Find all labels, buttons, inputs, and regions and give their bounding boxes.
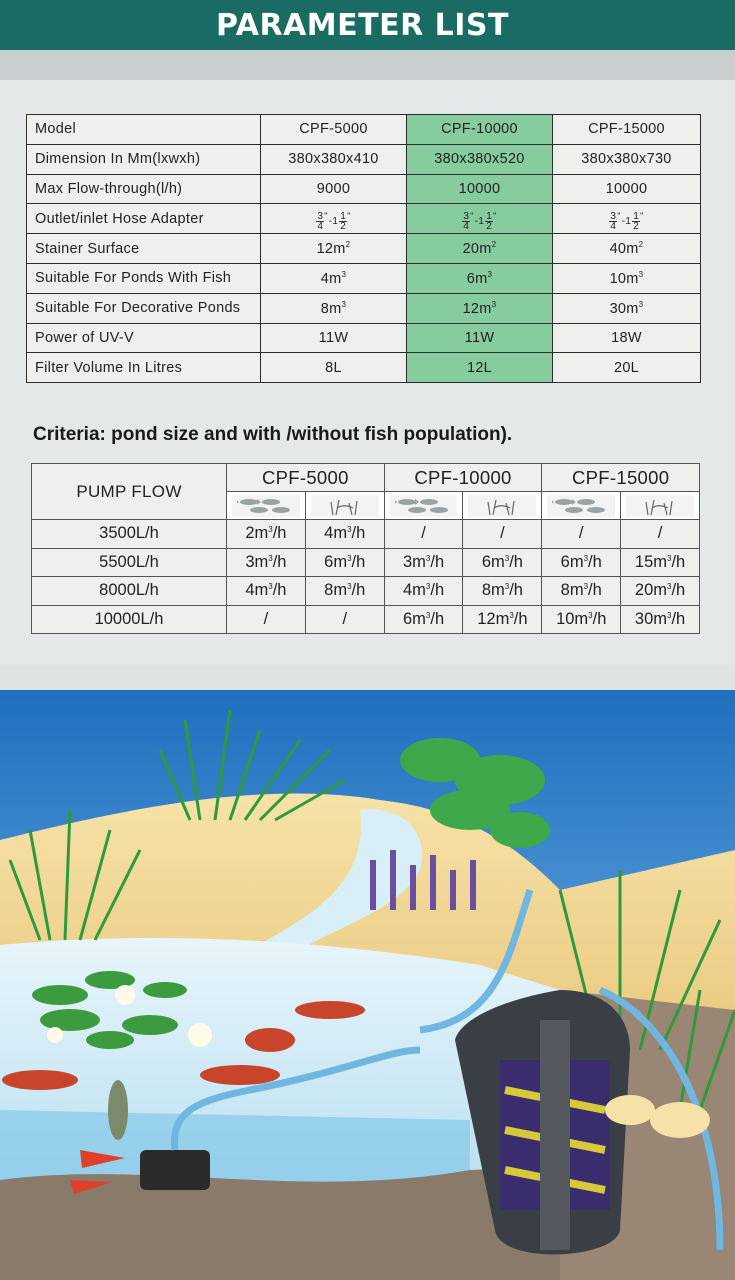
pump-cell: $3m^3/h$ (384, 548, 463, 577)
pump-flow-value: 10000L/h (32, 605, 227, 634)
spec-cell: $4m^3$ (261, 263, 407, 293)
model-header: CPF-15000 (542, 464, 700, 492)
pump-flow-table (31, 463, 700, 634)
pump-cell: / (542, 520, 621, 549)
pump-row (32, 577, 700, 606)
spec-row-label: Stainer Surface (27, 234, 261, 264)
spec-row (27, 174, 701, 204)
pump-cell: $6m^3/h$ (463, 548, 542, 577)
spec-cell: 8L (261, 353, 407, 383)
spec-row (27, 234, 701, 264)
spec-cell: 11W (407, 323, 553, 353)
spec-cell: $20m^2$ (407, 234, 553, 264)
spec-cell: 12L (407, 353, 553, 383)
fish-icon (547, 495, 615, 517)
spec-cell: 3 4 " -1 1 2 " (553, 204, 701, 234)
spec-cell: 9000 (261, 174, 407, 204)
icon-cell (621, 492, 700, 520)
spec-row-label: Suitable For Decorative Ponds (27, 293, 261, 323)
spec-cell: 20L (553, 353, 701, 383)
plant-icon (311, 495, 379, 517)
pump-cell: $4m^3/h$ (384, 577, 463, 606)
spec-row (27, 115, 701, 145)
spec-row (27, 323, 701, 353)
spec-cell: 380x380x730 (553, 144, 701, 174)
spec-cell: $8m^3$ (261, 293, 407, 323)
pump-flow-value: 3500L/h (32, 520, 227, 549)
spec-cell: CPF-10000 (407, 115, 553, 145)
spec-row-label: Max Flow-through(l/h) (27, 174, 261, 204)
icon-cell (227, 492, 306, 520)
pump-cell: $10m^3/h$ (542, 605, 621, 634)
spec-row (27, 353, 701, 383)
pump-cell: $12m^3/h$ (463, 605, 542, 634)
pump-row (32, 520, 700, 549)
pump-cell: $4m^3/h$ (227, 577, 306, 606)
spec-row-label: Outlet/inlet Hose Adapter (27, 204, 261, 234)
pump-cell: $6m^3/h$ (384, 605, 463, 634)
pump-cell: $8m^3/h$ (542, 577, 621, 606)
spec-row (27, 204, 701, 234)
pump-row (32, 548, 700, 577)
pond-illustration (0, 690, 735, 1280)
spec-row-label: Dimension In Mm(lxwxh) (27, 144, 261, 174)
pond-scene-image (0, 690, 735, 1280)
spec-row (27, 144, 701, 174)
fish-icon (232, 495, 300, 517)
spec-cell: 380x380x410 (261, 144, 407, 174)
model-header: CPF-5000 (227, 464, 385, 492)
spec-cell: 380x380x520 (407, 144, 553, 174)
pump-cell: $15m^3/h$ (621, 548, 700, 577)
spec-cell: 3 4 " -1 1 2 " (261, 204, 407, 234)
plant-icon (626, 495, 694, 517)
spec-cell: 10000 (553, 174, 701, 204)
spec-cell: 3 4 " -1 1 2 " (407, 204, 553, 234)
spec-row (27, 263, 701, 293)
pump-flow-value: 8000L/h (32, 577, 227, 606)
plant-icon (468, 495, 536, 517)
pump-cell: / (463, 520, 542, 549)
icon-cell (542, 492, 621, 520)
spec-row (27, 293, 701, 323)
title-banner (0, 0, 735, 50)
spec-row-label: Suitable For Ponds With Fish (27, 263, 261, 293)
pump-cell: / (227, 605, 306, 634)
icon-cell (463, 492, 542, 520)
spec-cell: $12m^2$ (261, 234, 407, 264)
separator-band (0, 50, 735, 80)
model-header: CPF-10000 (384, 464, 542, 492)
parameter-table (26, 114, 701, 383)
pump-cell: $4m^3/h$ (305, 520, 384, 549)
spec-cell: $10m^3$ (553, 263, 701, 293)
pump-cell: $6m^3/h$ (542, 548, 621, 577)
spec-cell: 18W (553, 323, 701, 353)
spec-cell: 10000 (407, 174, 553, 204)
icon-cell (384, 492, 463, 520)
page-title: PARAMETER LIST (216, 7, 509, 43)
pump-cell: / (384, 520, 463, 549)
spec-row-label: Model (27, 115, 261, 145)
spec-row-label: Filter Volume In Litres (27, 353, 261, 383)
spec-row-label: Power of UV-V (27, 323, 261, 353)
pump-cell: / (621, 520, 700, 549)
pump-cell: / (305, 605, 384, 634)
pump-flow-header: PUMP FLOW (32, 464, 227, 520)
pump-row (32, 605, 700, 634)
pump-cell: $8m^3/h$ (305, 577, 384, 606)
pump-cell: $3m^3/h$ (227, 548, 306, 577)
spec-cell: $12m^3$ (407, 293, 553, 323)
spec-cell: $6m^3$ (407, 263, 553, 293)
pump-cell: $20m^3/h$ (621, 577, 700, 606)
criteria-heading: Criteria: pond size and with /without fish population). (33, 424, 513, 445)
pump-cell: $30m^3/h$ (621, 605, 700, 634)
pump-cell: $6m^3/h$ (305, 548, 384, 577)
pump-cell: $8m^3/h$ (463, 577, 542, 606)
spec-cell: $30m^3$ (553, 293, 701, 323)
spec-cell: 11W (261, 323, 407, 353)
pump-cell: $2m^3/h$ (227, 520, 306, 549)
icon-cell (305, 492, 384, 520)
fish-icon (390, 495, 458, 517)
spec-cell: $40m^2$ (553, 234, 701, 264)
pump-flow-value: 5500L/h (32, 548, 227, 577)
spec-cell: CPF-5000 (261, 115, 407, 145)
spec-cell: CPF-15000 (553, 115, 701, 145)
